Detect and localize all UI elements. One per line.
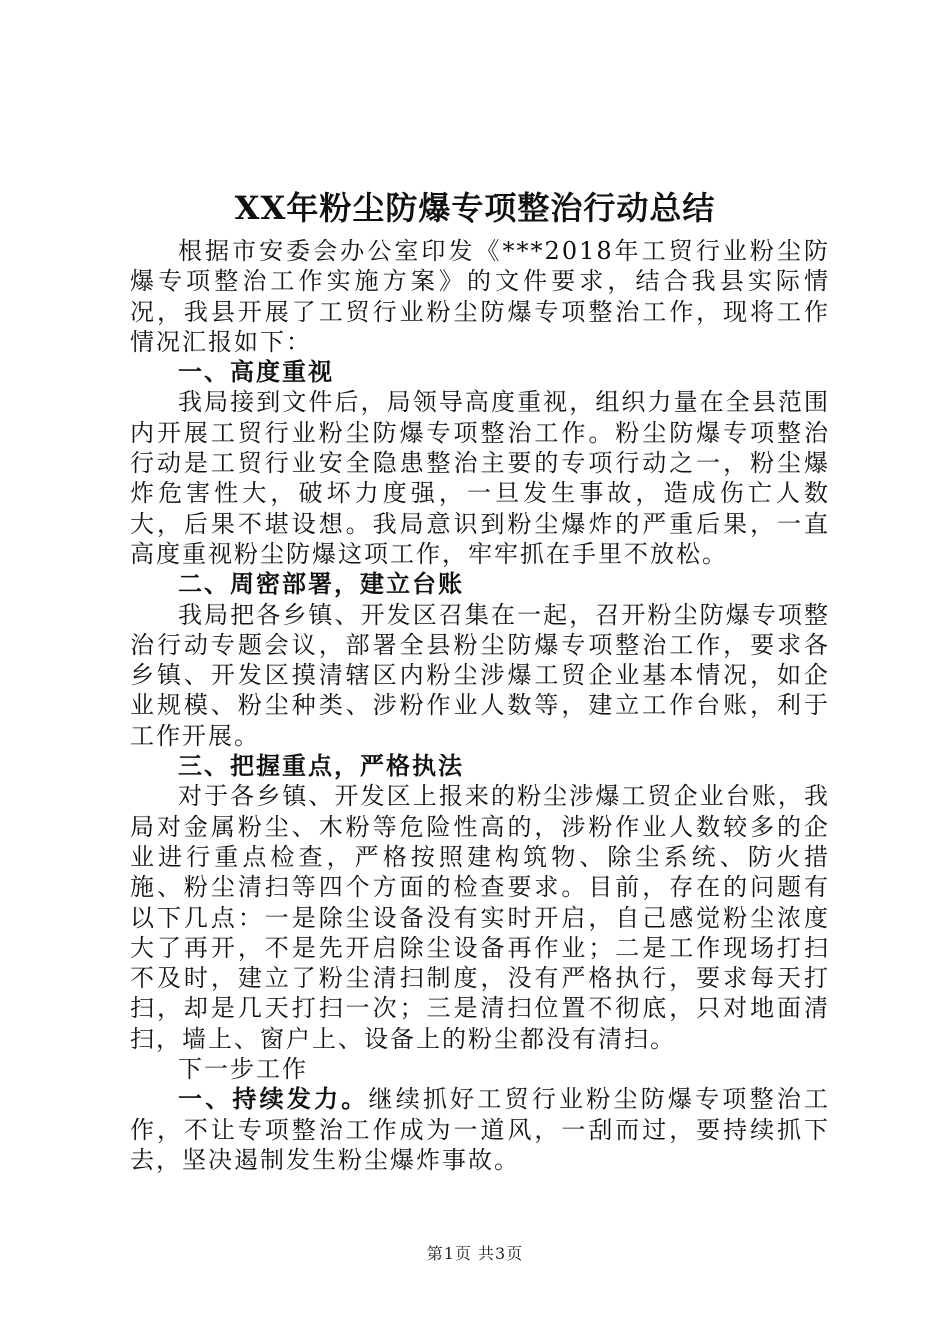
next-step-item-1-lead: 一、持续发力。 bbox=[178, 1084, 369, 1114]
next-step-item-1-text: 继续抓好工贸行业粉尘防爆专项整治工作，不让专项整治工作成为一道风，一刮而过，要持续抓下去，坚决遏制发生粉尘爆炸事故。 bbox=[130, 1085, 831, 1174]
section-body-2: 我局把各乡镇、开发区召集在一起，召开粉尘防爆专项整治行动专题会议，部署全县粉尘防爆专项整治工作，要求各乡镇、开发区摸清辖区内粉尘涉爆工贸企业基本情况，如企业规模、粉尘种类、涉粉作业人数等，建立工作台账，利于工作开展。 bbox=[130, 600, 830, 750]
section-heading-1: 一、高度重视 bbox=[178, 357, 334, 387]
next-steps-label: 下一步工作 bbox=[178, 1055, 308, 1084]
section-body-1: 我局接到文件后，局领导高度重视，组织力量在全县范围内开展工贸行业粉尘防爆专项整治工作。粉尘防爆专项整治行动是工贸行业安全隐患整治主要的专项行动之一，粉尘爆炸危害性大，破坏力度强，一旦发生事故，造成伤亡人数大，后果不堪设想。我局意识到粉尘爆炸的严重后果，一直高度重视粉尘防爆这项工作，牢牢抓在手里不放松。 bbox=[130, 388, 830, 568]
section-heading-3: 三、把握重点，严格执法 bbox=[178, 751, 464, 781]
section-body-3: 对于各乡镇、开发区上报来的粉尘涉爆工贸企业台账，我局对金属粉尘、木粉等危险性高的，涉粉作业人数较多的企业进行重点检查，严格按照建构筑物、除尘系统、防火措施、粉尘清扫等四个方面的检查要求。目前，存在的问题有以下几点：一是除尘设备没有实时开启，自己感觉粉尘浓度大了再开，不是先开启除尘设备再作业；二是工作现场打扫不及时，建立了粉尘清扫制度，没有严格执行，要求每天打扫，却是几天打扫一次；三是清扫位置不彻底，只对地面清扫，墙上、窗户上、设备上的粉尘都没有清扫。 bbox=[130, 782, 830, 1053]
section-heading-2: 二、周密部署，建立台账 bbox=[178, 569, 464, 599]
document-title: XX年粉尘防爆专项整治行动总结 bbox=[234, 189, 716, 227]
page-footer: 第1页 共3页 bbox=[426, 1244, 524, 1263]
document-body bbox=[130, 236, 830, 1175]
next-step-item-1 bbox=[130, 1084, 830, 1175]
intro-paragraph: 根据市安委会办公室印发《***2018年工贸行业粉尘防爆专项整治工作实施方案》的文件要求，结合我县实际情况，我县开展了工贸行业粉尘防爆专项整治工作，现将工作情况汇报如下： bbox=[130, 237, 830, 356]
